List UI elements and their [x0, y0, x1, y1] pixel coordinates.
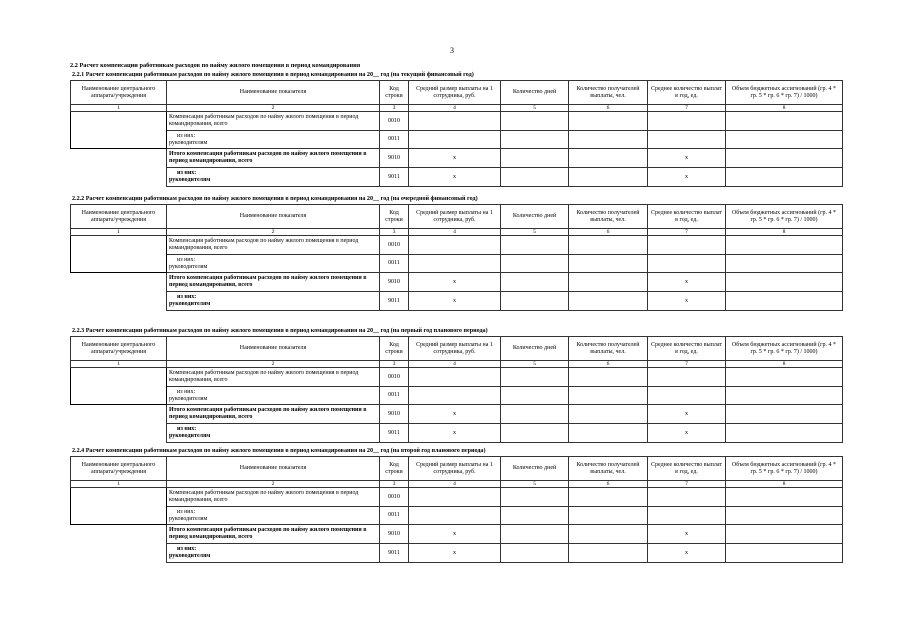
table-row	[71, 149, 843, 168]
section-title: 2.2.1 Расчет компенсации работникам расходов по найму жилого помещения в период командирования на 20__ год (на текущий финансовый год)	[72, 72, 474, 78]
row-code: 0011	[380, 507, 409, 525]
of-them-label: из них:	[177, 256, 196, 263]
input-cell[interactable]	[726, 273, 843, 292]
input-cell[interactable]	[648, 131, 726, 149]
column-number: 5	[501, 361, 569, 368]
total-label: Итого компенсация работникам расходов по найму жилого помещения в период командирования, всего	[167, 525, 380, 544]
x-mark: x	[648, 292, 726, 311]
header-cell: Средний размер выплаты на 1 сотрудника, руб.	[409, 205, 501, 229]
input-cell[interactable]	[409, 236, 501, 255]
column-numbers-row	[71, 481, 843, 488]
column-number: 8	[726, 481, 843, 488]
input-cell[interactable]	[726, 405, 843, 424]
column-number: 5	[501, 229, 569, 236]
column-number: 4	[409, 361, 501, 368]
managers-label: руководителям	[169, 263, 208, 270]
x-mark: x	[409, 292, 501, 311]
column-numbers-row	[71, 229, 843, 236]
header-cell: Наименование центрального аппарата/учреждения	[71, 457, 167, 481]
table-row	[71, 507, 843, 525]
managers-label: руководителям	[169, 553, 211, 559]
column-numbers-row	[71, 361, 843, 368]
managers-label: руководителям	[169, 301, 211, 307]
x-mark: x	[648, 525, 726, 544]
row-code: 9010	[380, 273, 409, 292]
indicator-label	[167, 255, 380, 273]
column-number: 6	[569, 229, 648, 236]
header-cell: Код строки	[380, 337, 409, 361]
x-mark: x	[409, 525, 501, 544]
row-code: 0011	[380, 387, 409, 405]
input-cell[interactable]	[501, 525, 569, 544]
input-cell[interactable]	[409, 112, 501, 131]
input-cell[interactable]	[501, 368, 569, 387]
header-cell: Объем бюджетных ассигнований (гр. 4 * гр. 5 * гр. 6 * гр. 7) / 1000)	[726, 457, 843, 481]
column-number: 8	[726, 229, 843, 236]
input-cell[interactable]	[726, 149, 843, 168]
input-cell[interactable]	[569, 387, 648, 405]
table-row	[71, 405, 843, 424]
input-cell[interactable]	[501, 255, 569, 273]
input-cell[interactable]	[648, 488, 726, 507]
column-number: 7	[648, 105, 726, 112]
table-row	[71, 236, 843, 255]
input-cell[interactable]	[648, 255, 726, 273]
input-cell[interactable]	[569, 112, 648, 131]
input-cell[interactable]	[409, 255, 501, 273]
x-mark: x	[409, 168, 501, 187]
input-cell[interactable]	[501, 273, 569, 292]
input-cell[interactable]	[726, 525, 843, 544]
header-cell: Наименование показателя	[167, 81, 380, 105]
input-cell[interactable]	[569, 488, 648, 507]
input-cell[interactable]	[726, 387, 843, 405]
section	[70, 327, 842, 443]
input-cell[interactable]	[648, 368, 726, 387]
header-cell: Наименование показателя	[167, 457, 380, 481]
total-label	[167, 168, 380, 187]
input-cell[interactable]	[409, 368, 501, 387]
header-cell: Средний размер выплаты на 1 сотрудника, руб.	[409, 81, 501, 105]
column-number: 2	[167, 361, 380, 368]
x-mark: x	[648, 273, 726, 292]
input-cell[interactable]	[501, 149, 569, 168]
x-mark: x	[409, 273, 501, 292]
managers-label: руководителям	[169, 177, 211, 183]
section	[70, 71, 842, 187]
input-cell[interactable]	[726, 112, 843, 131]
table-row	[71, 368, 843, 387]
total-label	[167, 544, 380, 563]
input-cell[interactable]	[409, 131, 501, 149]
input-cell[interactable]	[648, 112, 726, 131]
column-number: 7	[648, 481, 726, 488]
header-cell: Наименование показателя	[167, 337, 380, 361]
of-them-label: из них:	[177, 508, 196, 515]
input-cell[interactable]	[409, 488, 501, 507]
column-number: 8	[726, 105, 843, 112]
org-name-cell[interactable]	[71, 236, 167, 273]
column-number: 4	[409, 105, 501, 112]
x-mark: x	[409, 405, 501, 424]
main-title: 2.2 Расчет компенсации работникам расходов по найму жилого помещения в период командирования	[70, 62, 361, 69]
column-number: 6	[569, 105, 648, 112]
column-number: 2	[167, 229, 380, 236]
header-cell: Код строки	[380, 205, 409, 229]
input-cell[interactable]	[501, 507, 569, 525]
table-row	[71, 488, 843, 507]
input-cell[interactable]	[569, 149, 648, 168]
header-cell: Количество дней	[501, 81, 569, 105]
empty-cell	[71, 168, 167, 187]
column-number: 3	[380, 361, 409, 368]
total-label: Итого компенсация работникам расходов по найму жилого помещения в период командирования, всего	[167, 405, 380, 424]
column-number: 3	[380, 229, 409, 236]
org-name-cell[interactable]	[71, 488, 167, 525]
header-cell: Количество получателей выплаты, чел.	[569, 337, 648, 361]
x-mark: x	[648, 424, 726, 443]
header-cell: Среднее количество выплат в год, ед.	[648, 337, 726, 361]
input-cell[interactable]	[501, 168, 569, 187]
input-cell[interactable]	[569, 525, 648, 544]
of-them-label: из них:	[177, 294, 197, 300]
header-cell: Наименование центрального аппарата/учреждения	[71, 205, 167, 229]
section-title: 2.2.2 Расчет компенсации работникам расходов по найму жилого помещения в период командирования на 20__ год (на очередной финансовый год)	[72, 196, 478, 202]
table-row	[71, 131, 843, 149]
header-cell: Количество дней	[501, 205, 569, 229]
indicator-label: Компенсация работникам расходов по найму жилого помещения в период командирования, всего	[167, 236, 380, 255]
column-number: 4	[409, 229, 501, 236]
managers-label: руководителям	[169, 395, 208, 402]
input-cell[interactable]	[569, 292, 648, 311]
header-row	[71, 81, 843, 105]
total-label	[167, 292, 380, 311]
empty-cell	[71, 149, 167, 168]
total-label: Итого компенсация работникам расходов по найму жилого помещения в период командирования, всего	[167, 149, 380, 168]
x-mark: x	[409, 544, 501, 563]
input-cell[interactable]	[569, 255, 648, 273]
header-cell: Средний размер выплаты на 1 сотрудника, руб.	[409, 457, 501, 481]
input-cell[interactable]	[569, 273, 648, 292]
row-code: 0010	[380, 112, 409, 131]
header-cell: Среднее количество выплат в год, ед.	[648, 205, 726, 229]
input-cell[interactable]	[648, 507, 726, 525]
column-numbers-row	[71, 105, 843, 112]
column-number: 1	[71, 361, 167, 368]
of-them-label: из них:	[177, 426, 197, 432]
page-number: 3	[450, 46, 454, 55]
column-number: 2	[167, 481, 380, 488]
input-cell[interactable]	[501, 387, 569, 405]
empty-cell	[71, 405, 167, 424]
header-row	[71, 205, 843, 229]
header-cell: Среднее количество выплат в год, ед.	[648, 457, 726, 481]
header-cell: Код строки	[380, 81, 409, 105]
compensation-table	[70, 336, 843, 443]
of-them-label: из них:	[177, 170, 197, 176]
row-code: 0010	[380, 368, 409, 387]
input-cell[interactable]	[726, 507, 843, 525]
input-cell[interactable]	[726, 368, 843, 387]
column-number: 5	[501, 105, 569, 112]
header-cell: Количество получателей выплаты, чел.	[569, 81, 648, 105]
column-number: 7	[648, 229, 726, 236]
managers-label: руководителям	[169, 139, 208, 146]
column-number: 8	[726, 361, 843, 368]
header-row	[71, 337, 843, 361]
org-name-cell[interactable]	[71, 112, 167, 149]
header-cell: Количество получателей выплаты, чел.	[569, 457, 648, 481]
indicator-label: Компенсация работникам расходов по найму жилого помещения в период командирования, всего	[167, 488, 380, 507]
column-number: 1	[71, 105, 167, 112]
input-cell[interactable]	[501, 488, 569, 507]
header-cell: Наименование показателя	[167, 205, 380, 229]
section	[70, 195, 842, 311]
input-cell[interactable]	[726, 255, 843, 273]
header-cell: Среднее количество выплат в год, ед.	[648, 81, 726, 105]
input-cell[interactable]	[569, 168, 648, 187]
row-code: 0011	[380, 131, 409, 149]
of-them-label: из них:	[177, 132, 196, 139]
input-cell[interactable]	[569, 544, 648, 563]
input-cell[interactable]	[409, 387, 501, 405]
table-row	[71, 292, 843, 311]
of-them-label: из них:	[177, 546, 197, 552]
input-cell[interactable]	[569, 424, 648, 443]
x-mark: x	[409, 149, 501, 168]
total-label	[167, 424, 380, 443]
header-cell: Количество дней	[501, 337, 569, 361]
managers-label: руководителям	[169, 515, 208, 522]
x-mark: x	[648, 149, 726, 168]
input-cell[interactable]	[569, 236, 648, 255]
x-mark: x	[648, 405, 726, 424]
column-number: 3	[380, 481, 409, 488]
input-cell[interactable]	[648, 387, 726, 405]
column-number: 4	[409, 481, 501, 488]
input-cell[interactable]	[501, 236, 569, 255]
input-cell[interactable]	[501, 405, 569, 424]
x-mark: x	[409, 424, 501, 443]
header-cell: Средний размер выплаты на 1 сотрудника, руб.	[409, 337, 501, 361]
table-row	[71, 273, 843, 292]
empty-cell	[71, 424, 167, 443]
column-number: 6	[569, 481, 648, 488]
row-code: 9011	[380, 424, 409, 443]
header-cell: Наименование центрального аппарата/учреждения	[71, 337, 167, 361]
header-cell: Наименование центрального аппарата/учреждения	[71, 81, 167, 105]
header-cell: Объем бюджетных ассигнований (гр. 4 * гр. 5 * гр. 6 * гр. 7) / 1000)	[726, 337, 843, 361]
table-row	[71, 255, 843, 273]
indicator-label: Компенсация работникам расходов по найму жилого помещения в период командирования, всего	[167, 368, 380, 387]
section	[70, 447, 842, 563]
indicator-label	[167, 387, 380, 405]
compensation-table	[70, 204, 843, 311]
org-name-cell[interactable]	[71, 368, 167, 405]
input-cell[interactable]	[726, 131, 843, 149]
row-code: 0011	[380, 255, 409, 273]
input-cell[interactable]	[501, 112, 569, 131]
column-number: 6	[569, 361, 648, 368]
input-cell[interactable]	[726, 168, 843, 187]
table-row	[71, 387, 843, 405]
section-title: 2.2.3 Расчет компенсации работникам расходов по найму жилого помещения в период командирования на 20__ год (на первый год планового периода)	[72, 328, 488, 334]
header-cell: Объем бюджетных ассигнований (гр. 4 * гр. 5 * гр. 6 * гр. 7) / 1000)	[726, 205, 843, 229]
indicator-label: Компенсация работникам расходов по найму жилого помещения в период командирования, всего	[167, 112, 380, 131]
total-label: Итого компенсация работникам расходов по найму жилого помещения в период командирования, всего	[167, 273, 380, 292]
column-number: 2	[167, 105, 380, 112]
managers-label: руководителям	[169, 433, 211, 439]
compensation-table	[70, 80, 843, 187]
input-cell[interactable]	[726, 488, 843, 507]
indicator-label	[167, 507, 380, 525]
table-row	[71, 112, 843, 131]
header-cell: Количество дней	[501, 457, 569, 481]
table-row	[71, 544, 843, 563]
indicator-label	[167, 131, 380, 149]
row-code: 9011	[380, 168, 409, 187]
column-number: 1	[71, 229, 167, 236]
empty-cell	[71, 544, 167, 563]
row-code: 9011	[380, 544, 409, 563]
column-number: 7	[648, 361, 726, 368]
table-row	[71, 424, 843, 443]
x-mark: x	[648, 544, 726, 563]
row-code: 9011	[380, 292, 409, 311]
header-cell: Количество получателей выплаты, чел.	[569, 205, 648, 229]
header-row	[71, 457, 843, 481]
empty-cell	[71, 273, 167, 292]
input-cell[interactable]	[648, 236, 726, 255]
input-cell[interactable]	[501, 424, 569, 443]
row-code: 9010	[380, 149, 409, 168]
compensation-table	[70, 456, 843, 563]
empty-cell	[71, 525, 167, 544]
table-row	[71, 168, 843, 187]
section-title: 2.2.4 Расчет компенсации работникам расходов по найму жилого помещения в период командирования на 20__ год (на второй год планового периода)	[72, 448, 486, 454]
column-number: 1	[71, 481, 167, 488]
input-cell[interactable]	[569, 368, 648, 387]
column-number: 3	[380, 105, 409, 112]
x-mark: x	[648, 168, 726, 187]
input-cell[interactable]	[569, 507, 648, 525]
row-code: 0010	[380, 236, 409, 255]
input-cell[interactable]	[409, 507, 501, 525]
input-cell[interactable]	[726, 236, 843, 255]
column-number: 5	[501, 481, 569, 488]
input-cell[interactable]	[726, 544, 843, 563]
input-cell[interactable]	[569, 131, 648, 149]
input-cell[interactable]	[726, 292, 843, 311]
header-cell: Код строки	[380, 457, 409, 481]
row-code: 9010	[380, 405, 409, 424]
row-code: 0010	[380, 488, 409, 507]
input-cell[interactable]	[501, 131, 569, 149]
of-them-label: из них:	[177, 388, 196, 395]
header-cell: Объем бюджетных ассигнований (гр. 4 * гр. 5 * гр. 6 * гр. 7) / 1000)	[726, 81, 843, 105]
empty-cell	[71, 292, 167, 311]
input-cell[interactable]	[501, 292, 569, 311]
row-code: 9010	[380, 525, 409, 544]
input-cell[interactable]	[726, 424, 843, 443]
input-cell[interactable]	[501, 544, 569, 563]
input-cell[interactable]	[569, 405, 648, 424]
table-row	[71, 525, 843, 544]
